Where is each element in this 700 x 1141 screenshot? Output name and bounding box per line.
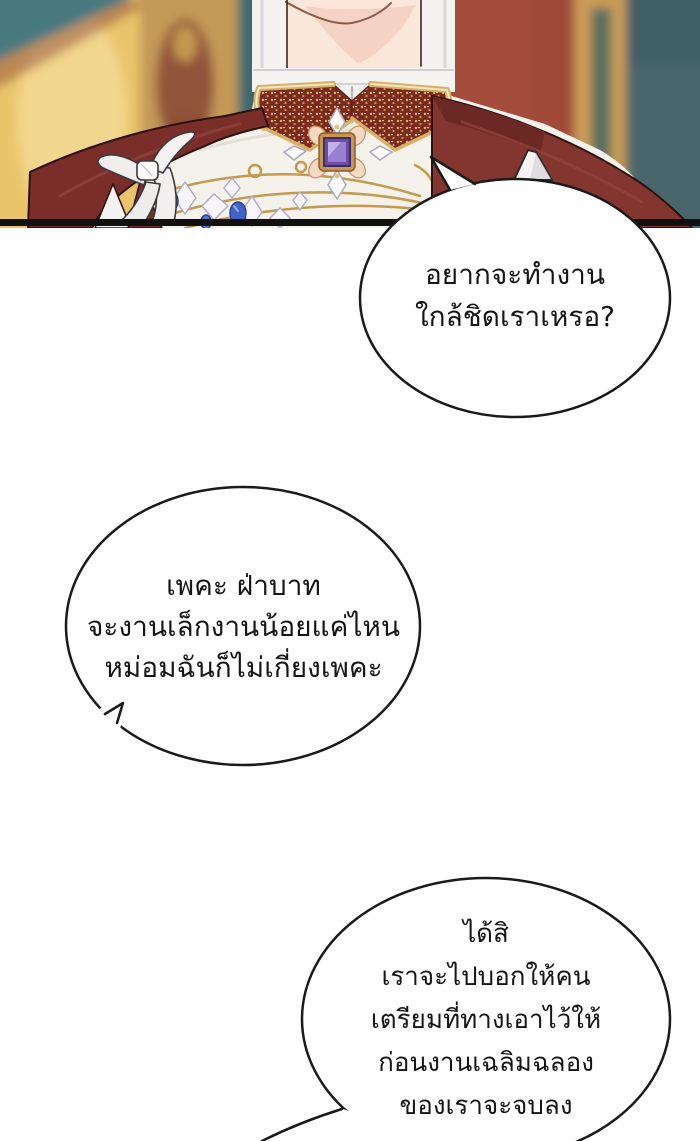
bubble-2-text [82, 565, 405, 688]
bubble-3-text [316, 913, 656, 1128]
bubble-1-tail [431, 157, 475, 190]
bubble-3-line-5: ของเราจะจบลง [399, 1091, 573, 1121]
bubble-2-line-1: เพคะ ฝ่าบาท [166, 569, 321, 602]
bubble-1-line-1: อยากจะทำงาน [424, 258, 606, 291]
bubble-3-line-4: ก่อนงานเฉลิมฉลอง [378, 1048, 594, 1078]
bubble-1-text [365, 254, 665, 338]
bubble-1-line-2: ใกล้ชิดเราเหรอ? [414, 300, 616, 333]
bubble-3-line-1: ได้สิ [463, 919, 509, 949]
bubble-2-line-3: หม่อมฉันก็ไม่เกี่ยงเพคะ [104, 651, 383, 684]
bubble-3-line-2: เราจะไปบอกให้คน [381, 962, 591, 992]
bubble-2-line-2: จะงานเล็กงานน้อยแค่ไหน [86, 610, 401, 643]
bubble-3-line-3: เตรียมที่ทางเอาไว้ให้ [370, 1005, 602, 1035]
